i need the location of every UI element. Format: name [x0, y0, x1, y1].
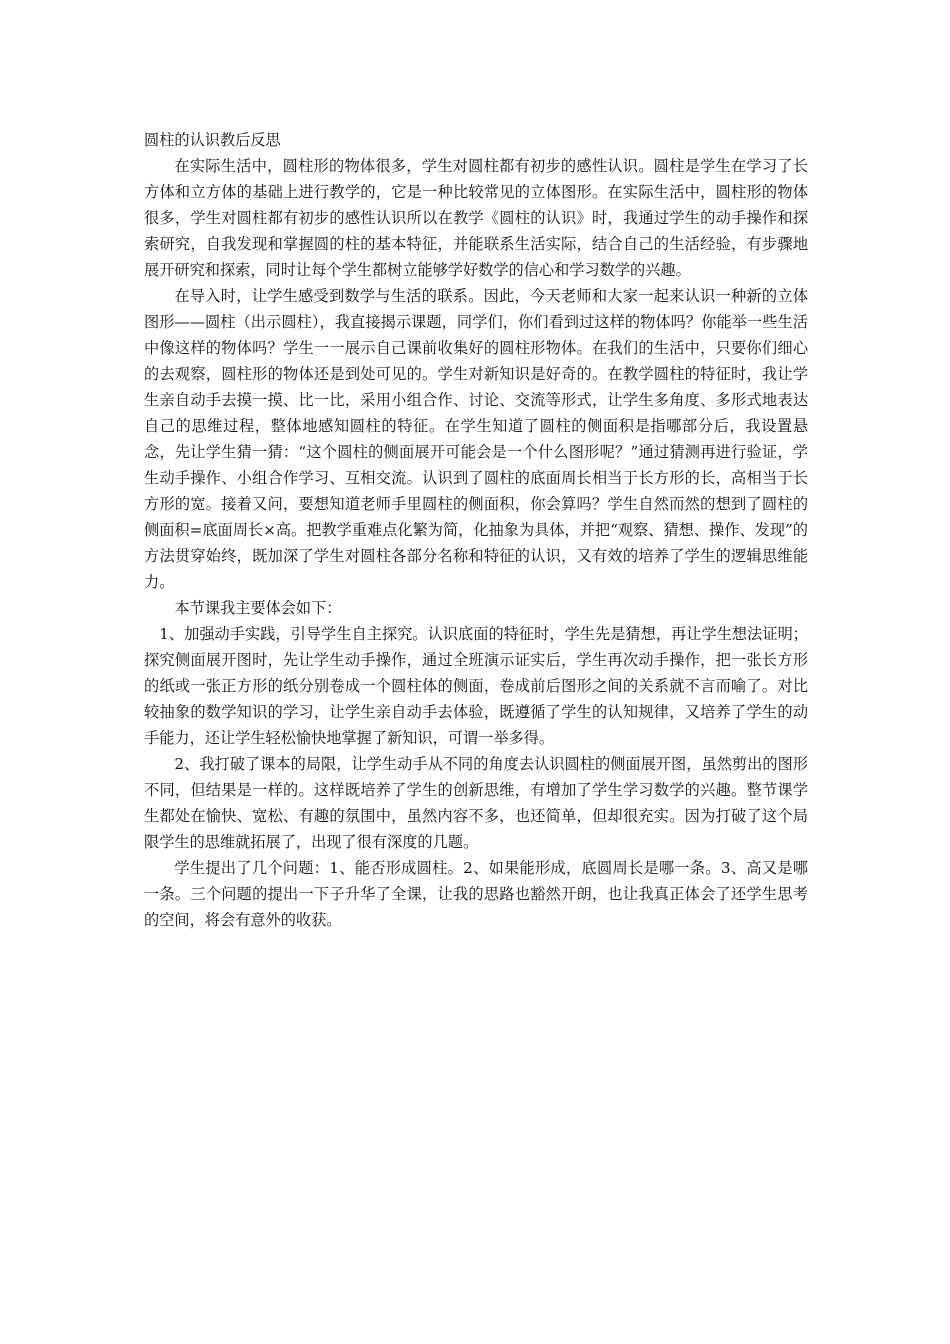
paragraph-point-2: 2、我打破了课本的局限，让学生动手从不同的角度去认识圆柱的侧面展开图，虽然剪出的图形不同，但结果是一样的。这样既培养了学生的创新思维，有增加了学生学习数学的兴趣。整节课学生都处在愉快、宽松、有趣的氛围中，虽然内容不多，也还简单，但却很充实。因为打破了这个局限学生的思维就拓展了，出现了很有深度的几题。 [144, 755, 808, 851]
paragraph-student-questions: 学生提出了几个问题：1、能否形成圆柱。2、如果能形成，底圆周长是哪一条。3、高又是哪一条。三个问题的提出一下子升华了全课，让我的思路也豁然开朗，也让我真正体会了还学生思考的空间，将会有意外的收获。 [144, 859, 808, 929]
document-page [144, 127, 808, 933]
paragraph-point-1: 1、加强动手实践，引导学生自主探究。认识底面的特征时，学生先是猜想，再让学生想法证明；探究侧面展开图时，先让学生动手操作，通过全班演示证实后，学生再次动手操作，把一张长方形的纸或一张正方形的纸分别卷成一个圆柱体的侧面，卷成前后图形之间的关系就不言而喻了。对比较抽象的数学知识的学习，让学生亲自动手去体验，既遵循了学生的认知规律，又培养了学生的动手能力，还让学生轻松愉快地掌握了新知识，可谓一举多得。 [144, 625, 808, 747]
document-title: 圆柱的认识教后反思 [144, 131, 281, 149]
paragraph-intro: 在实际生活中，圆柱形的物体很多，学生对圆柱都有初步的感性认识。圆柱是学生在学习了长方体和立方体的基础上进行教学的，它是一种比较常见的立体图形。在实际生活中，圆柱形的物体很多，学生对圆柱都有初步的感性认识所以在教学《圆柱的认识》时，我通过学生的动手操作和探索研究，自我发现和掌握圆的柱的基本特征，并能联系生活实际，结合自己的生活经验，有步骤地展开研究和探索，同时让每个学生都树立能够学好数学的信心和学习数学的兴趣。 [144, 157, 808, 279]
paragraph-lesson-process: 在导入时，让学生感受到数学与生活的联系。因此，今天老师和大家一起来认识一种新的立体图形——圆柱（出示圆柱），我直接揭示课题，同学们，你们看到过这样的物体吗？你能举一些生活中像这样的物体吗？学生一一展示自己课前收集好的圆柱形物体。在我们的生活中，只要你们细心的去观察，圆柱形的物体还是到处可见的。学生对新知识是好奇的。在教学圆柱的特征时，我让学生亲自动手去摸一摸、比一比，采用小组合作、讨论、交流等形式，让学生多角度、多形式地表达自己的思维过程，整体地感知圆柱的特征。在学生知道了圆柱的侧面积是指哪部分后，我设置悬念，先让学生猜一猜：“这个圆柱的侧面展开可能会是一个什么图形呢？”通过猜测再进行验证，学生动手操作、小组合作学习、互相交流。认识到了圆柱的底面周长相当于长方形的长，高相当于长方形的宽。接着又问，要想知道老师手里圆柱的侧面积，你会算吗？学生自然而然的想到了圆柱的侧面积=底面周长×高。把教学重难点化繁为简，化抽象为具体，并把“观察、猜想、操作、发现”的方法贯穿始终，既加深了学生对圆柱各部分名称和特征的认识，又有效的培养了学生的逻辑思维能力。 [144, 287, 808, 591]
paragraph-summary-heading: 本节课我主要体会如下： [174, 599, 342, 617]
